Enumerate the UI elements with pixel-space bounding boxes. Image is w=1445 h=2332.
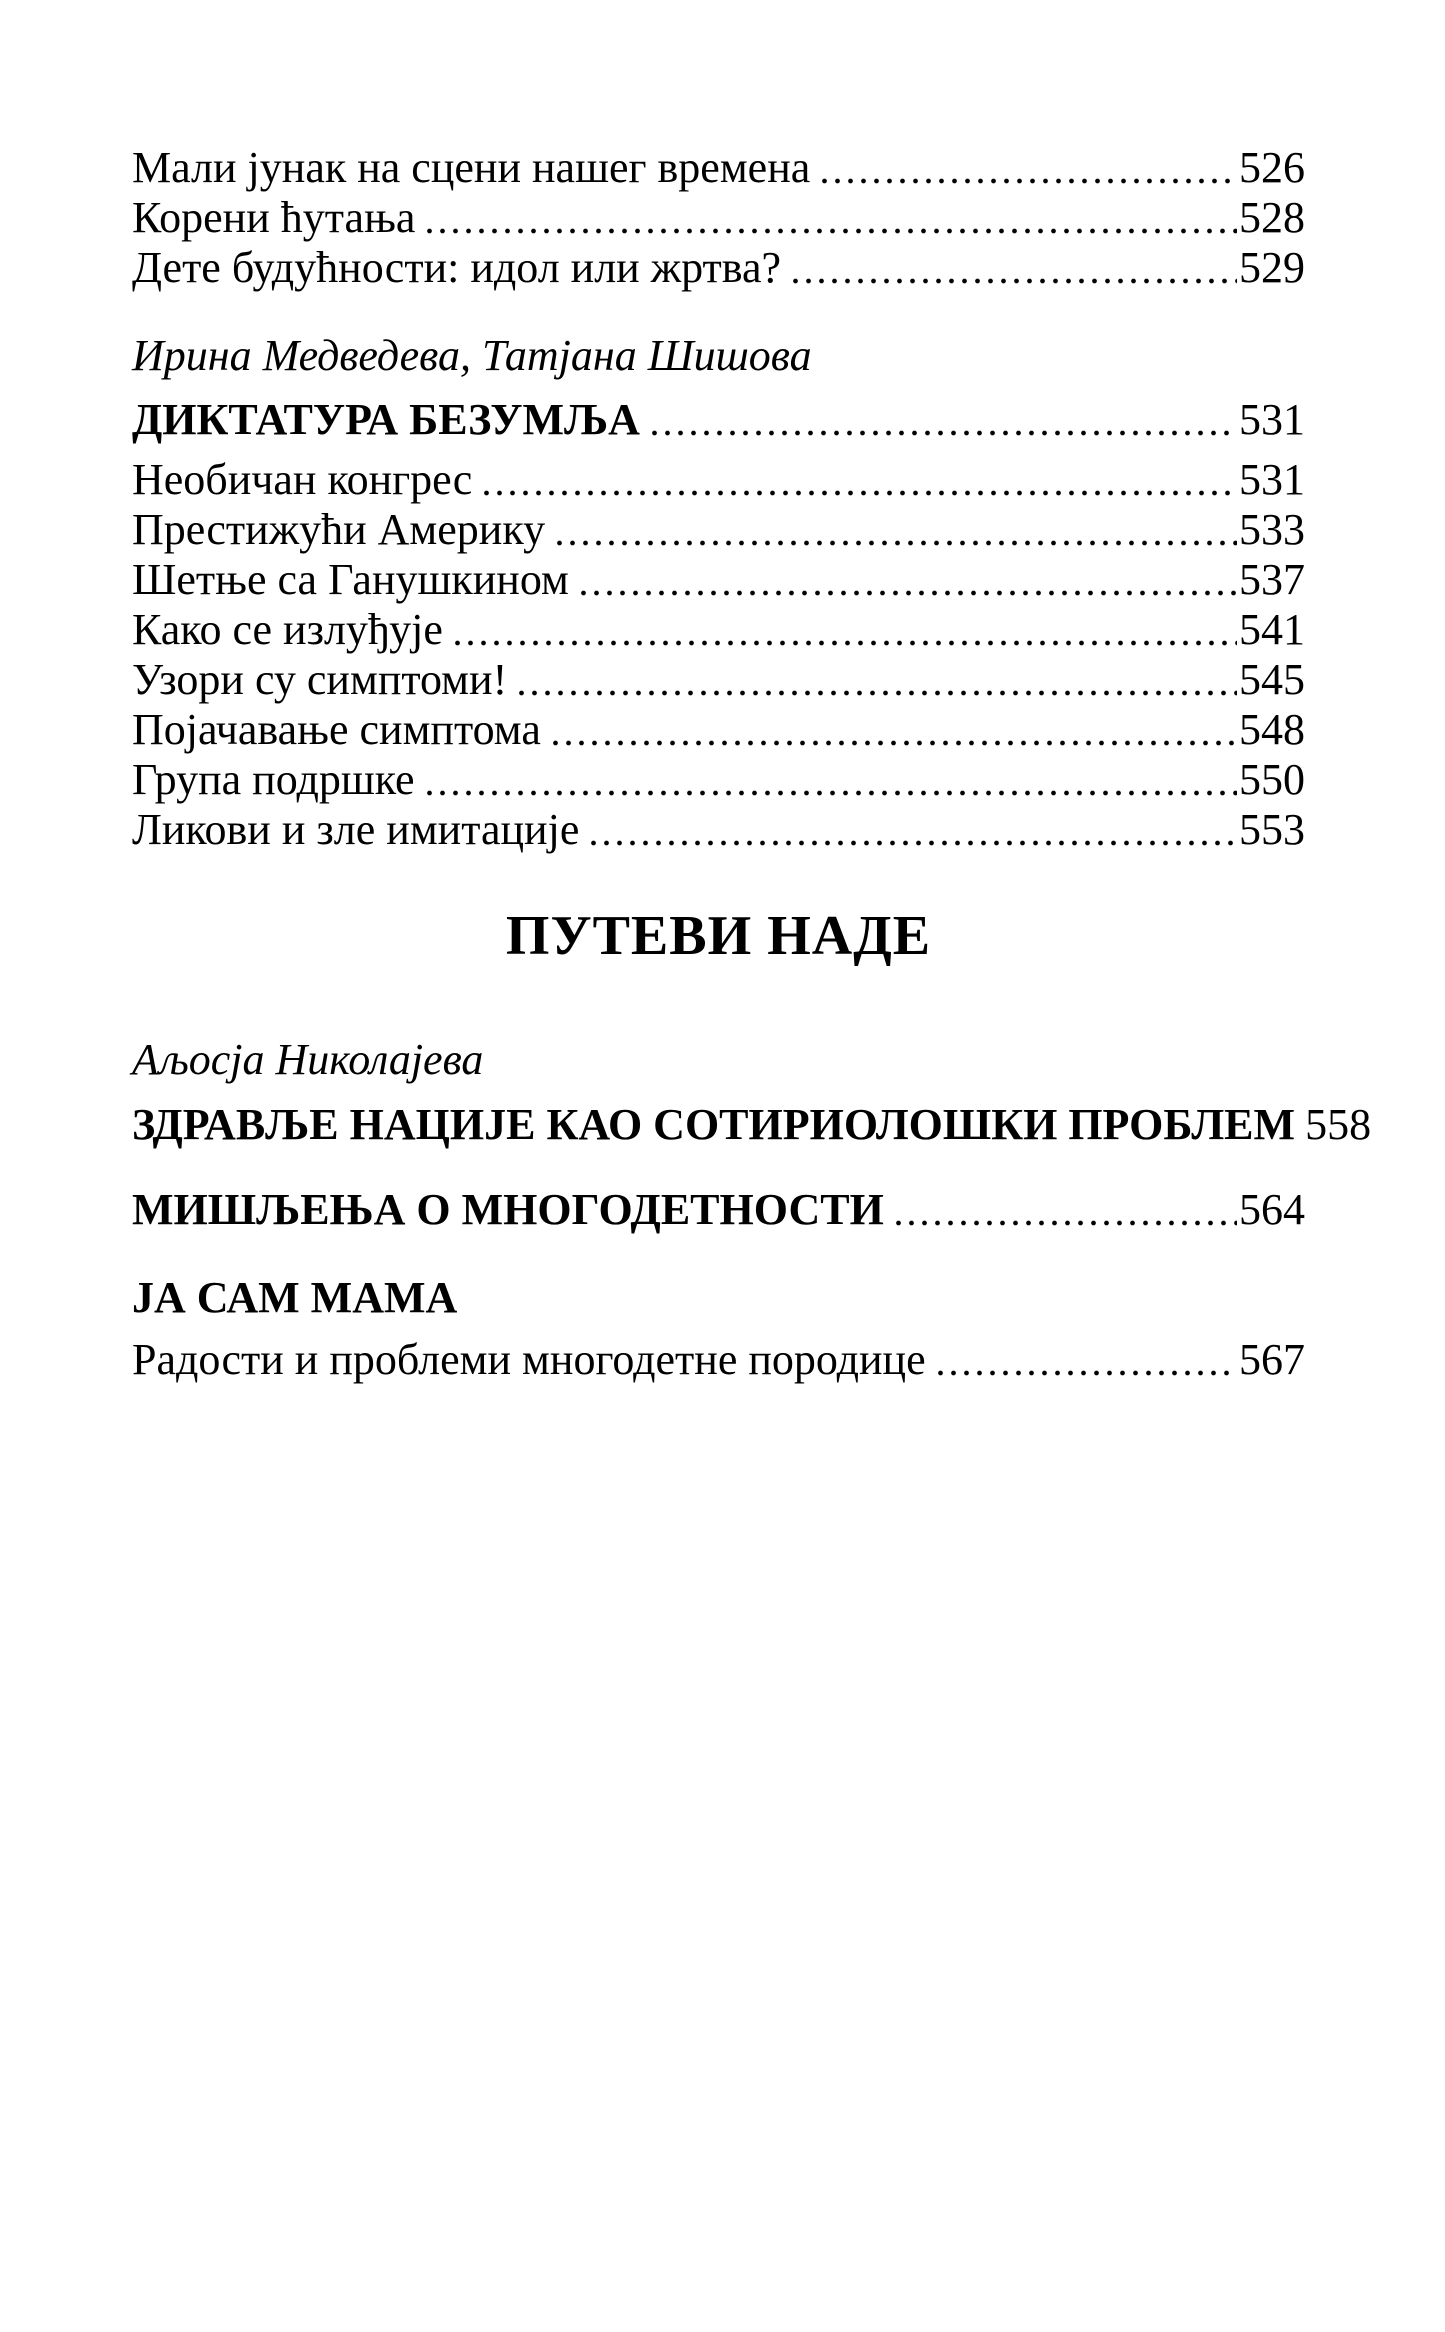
toc-entry-page-number: 531 (1239, 455, 1305, 504)
toc-entry-title: Како се излуђује (132, 605, 443, 654)
dot-leader (934, 1335, 1237, 1385)
dot-leader (515, 655, 1237, 705)
toc-entry-title: МИШЉЕЊА О МНОГОДЕТНОСТИ (132, 1185, 884, 1234)
toc-entry (132, 1185, 1305, 1235)
toc-entry (132, 755, 1305, 805)
toc-entry (132, 505, 1305, 555)
toc-entry (132, 1273, 1305, 1323)
toc-entry-page-number: 550 (1239, 755, 1305, 804)
toc-entry (132, 705, 1305, 755)
dot-leader (451, 605, 1237, 655)
toc-entry-page-number: 548 (1239, 705, 1305, 754)
dot-leader (423, 755, 1237, 805)
dot-leader (423, 193, 1237, 243)
dot-leader (553, 505, 1237, 555)
toc-entry-title: ДИКТАТУРА БЕЗУМЉА (132, 395, 640, 444)
toc-entry-page-number: 537 (1239, 555, 1305, 604)
dot-leader (789, 243, 1237, 293)
toc-entry-page-number: 553 (1239, 805, 1305, 854)
toc-entry-title: Корени ћутања (132, 193, 416, 242)
toc-entry (132, 555, 1305, 605)
toc-entry-page-number: 526 (1239, 143, 1305, 192)
toc-entry-page-number: 528 (1239, 193, 1305, 242)
toc-entry-title: ЗДРАВЉЕ НАЦИЈЕ КАО СОТИРИОЛОШКИ ПРОБЛЕМ (132, 1100, 1296, 1149)
toc-entry-title: Необичан конгрес (132, 455, 473, 504)
toc-entry-title: Престижући Америку (132, 505, 546, 554)
toc-entry-page-number: 558 (1305, 1100, 1372, 1149)
toc-entry-page-number: 541 (1239, 605, 1305, 654)
toc-entry (132, 143, 1305, 193)
toc-entry-group (132, 1100, 1372, 1385)
toc-entry-title: Дете будућности: идол или жртва? (132, 243, 781, 292)
toc-entry-page-number: 564 (1239, 1185, 1305, 1234)
dot-leader (648, 395, 1237, 445)
toc-entry (132, 243, 1305, 293)
dot-leader (892, 1185, 1237, 1235)
dot-leader (480, 455, 1237, 505)
toc-entry-group (132, 143, 1305, 293)
toc-entry-title: Група подршке (132, 755, 415, 804)
toc-entry (132, 1100, 1372, 1150)
toc-entry-title: Шетње са Ганушкином (132, 555, 569, 604)
toc-entry (132, 805, 1305, 855)
toc-entry-title: Појачавање симптома (132, 705, 541, 754)
author-line: Аљосја Николајева (132, 1035, 484, 1084)
dot-leader (587, 805, 1237, 855)
toc-entry-title: Узори су симптоми! (132, 655, 508, 704)
dot-leader (577, 555, 1237, 605)
toc-entry-title: ЈА САМ МАМА (132, 1273, 458, 1322)
toc-entry-title: Радости и проблеми многодетне породице (132, 1335, 926, 1384)
dot-leader (549, 705, 1237, 755)
toc-entry (132, 1335, 1305, 1385)
toc-entry-page-number: 531 (1239, 395, 1305, 444)
author-line: Ирина Медведева, Татјана Шишова (132, 331, 812, 380)
toc-entry (132, 655, 1305, 705)
toc-entry (132, 605, 1305, 655)
toc-entry-page-number: 529 (1239, 243, 1305, 292)
toc-content (132, 143, 1372, 1385)
toc-entry-page-number: 545 (1239, 655, 1305, 704)
toc-entry-page-number: 567 (1239, 1335, 1305, 1384)
toc-entry (132, 455, 1305, 505)
part-heading: ПУТЕВИ НАДЕ (505, 905, 932, 967)
toc-entry-group (132, 395, 1305, 855)
toc-entry (132, 193, 1305, 243)
toc-entry (132, 395, 1305, 445)
dot-leader (818, 143, 1237, 193)
toc-entry-title: Мали јунак на сцени нашег времена (132, 143, 811, 192)
toc-entry-title: Ликови и зле имитације (132, 805, 580, 854)
toc-entry-page-number: 533 (1239, 505, 1305, 554)
